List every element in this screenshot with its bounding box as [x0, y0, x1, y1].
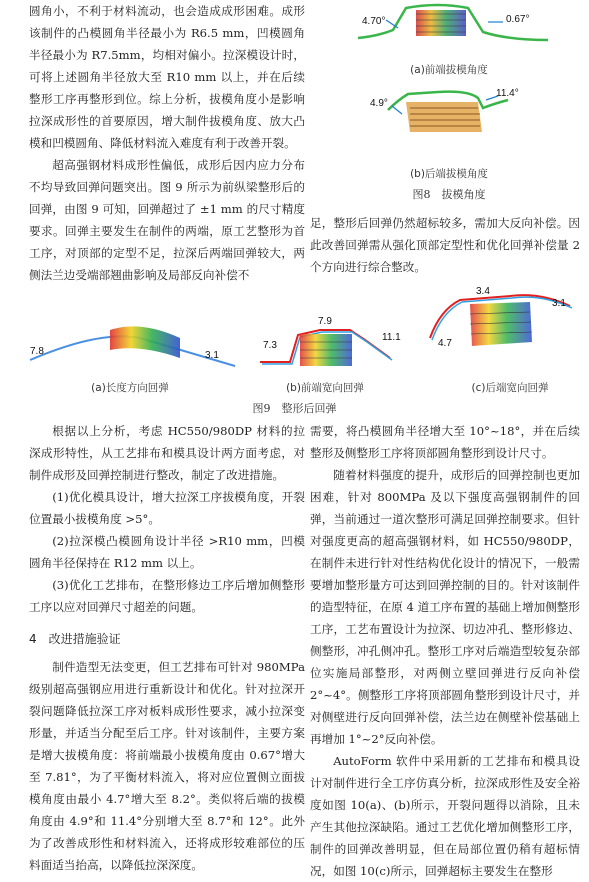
- section-heading: 4 改进措施验证: [29, 632, 121, 646]
- list-item: (3)优化工艺排布，在整形修边工序后增加侧整形工序以应对回弹尺寸超差的问题。: [29, 578, 305, 614]
- paragraph: 需要，将凸模圆角半径增大至 10°~18°，并在后续整形及侧整形工序将顶部圆角整形到设计尺寸。: [310, 424, 580, 460]
- right-column-bottom: [310, 420, 580, 882]
- fig9c-right-value: 3.1: [552, 298, 566, 309]
- figure-9a-image: [20, 290, 240, 380]
- fig8a-caption: (a)前端拔模角度: [410, 64, 488, 76]
- paragraph: 超高强钢材料成形性偏低，成形后因内应力分布不均导致回弹问题突出。图 9 所示为前纵梁整形后的回弹，由图 9 可知，回弹超过了 ±1 mm 的尺寸精度要求。回弹主要发生在制件的两端，原工艺整形为首工序，对顶部的定型不足，拉深后两端回弹较大，两侧法兰边受端部翘曲影响及局部反向补偿不: [29, 158, 305, 282]
- figure-9c-image: [420, 280, 580, 370]
- fig9c-left-value: 4.7: [438, 338, 452, 349]
- fig8b-left-angle: 4.9°: [370, 98, 388, 109]
- fig8b-caption: (b)后端拔模角度: [410, 168, 488, 180]
- fig9-title: 图9 整形后回弹: [252, 402, 337, 415]
- figure-9: [0, 280, 589, 420]
- left-column-top: [29, 0, 305, 286]
- fig9b-top-value: 7.9: [318, 316, 332, 327]
- fig9b-left-value: 7.3: [263, 340, 277, 351]
- fig8a-right-angle: 0.67°: [506, 14, 530, 25]
- figure-8: [318, 0, 580, 205]
- fig9a-left-value: 7.8: [30, 346, 44, 357]
- paragraph: 足，整形后回弹仍然超标较多，需加大反向补偿。因此改善回弹需从强化顶部定型性和优化回弹补偿量 2 个方向进行综合整改。: [310, 216, 580, 274]
- fig9b-right-value: 11.1: [382, 332, 401, 343]
- figure-8b-image: [318, 80, 580, 160]
- list-item: (2)拉深模凸模圆角设计半径 >R10 mm，凹模圆角半径保持在 R12 mm 以上。: [29, 534, 305, 570]
- right-column-top: [310, 212, 580, 278]
- paragraph: 制件造型无法变更，但工艺排布可针对 980MPa 级别超高强钢应用进行重新设计和优化。针对拉深开裂问题降低拉深工序对板料成形性要求，减小拉深变形量，并适当分配至后工序。针对该制件，主要方案是增大拔模角度：将前端最小拔模角度由 0.67°增大至 7.81°，为了平衡材料流入，将对应位置侧立面拔模角度由最小 4.7°增大至 8.2°。类似将后端的拔模角度由 4.9°和 11.4°分别增大至 8.7°和 12°。此外为了改善成形性和材料流入，还将成形较难部位的压料面适当抬高，以降低拉深深度。: [29, 660, 305, 872]
- paragraph: 根据以上分析，考虑 HC550/980DP 材料的拉深成形特性，从工艺排布和模具设计两方面考虑，对制件成形及回弹控制进行整改，制定了改进措施。: [29, 424, 305, 482]
- list-item: (1)优化模具设计，增大拉深工序拔模角度，开裂位置最小拔模角度 >5°。: [29, 490, 305, 526]
- fig9c-caption: (c)后端宽向回弹: [471, 382, 549, 394]
- fig9b-caption: (b)前端宽向回弹: [286, 382, 364, 394]
- figure-9b-image: [250, 290, 400, 380]
- fig8-title: 图8 拔模角度: [412, 188, 486, 201]
- fig9c-top-value: 3.4: [476, 286, 490, 297]
- paragraph: 随着材料强度的提升，成形后的回弹控制也更加困难，针对 800MPa 及以下强度高强钢制件的回弹，当前通过一道次整形可满足回弹控制要求。但针对强度更高的超高强钢材料，如 HC550/980DP，在制件未进行针对性结构优化设计的情况下，一般需要增加整形量方可达到回弹控制的目的。针对该制件的造型特征，在原 4 道工序布置的基础上增加侧整形工序，工艺布置设计为拉深、切边冲孔、整形修边、侧整形，冲孔侧冲孔。整形工序对后端造型较复杂部位实施局部整形，对两侧立壁回弹进行反向补偿 2°~4°。侧整形工序将顶部圆角整形到设计尺寸，并对侧壁进行反向回弹补偿，法兰边在侧壁补偿基础上再增加 1°~2°反向补偿。: [310, 468, 580, 746]
- paragraph: AutoForm 软件中采用新的工艺排布和模具设计对制件进行全工序仿真分析，拉深成形性及安全裕度如图 10(a)、(b)所示，开裂问题得以消除，且未产生其他拉深缺陷。通过工艺优化增加侧整形工序，制件的回弹改善明显，但在局部位置仍稍有超标情况，如图 10(c)所示，回弹超标主要发生在整形: [310, 754, 580, 878]
- paragraph: 圆角小，不利于材料流动，也会造成成形困难。成形该制件的凸模圆角半径最小为 R6.5 mm，凹模圆角半径最小为 R7.5mm，均相对偏小。拉深模设计时，可将上述圆角半径放大至 R10 mm 以上，并在后续整形工序再整形到位。综上分析，拔模角度小是影响拉深成形性的首要原因，增大制件拔模角度、放大凸模和凹模圆角、降低材料流入难度有利于改善开裂。: [29, 4, 305, 150]
- left-column-bottom: [29, 420, 305, 876]
- fig8b-right-angle: 11.4°: [496, 88, 519, 99]
- fig9a-caption: (a)长度方向回弹: [91, 382, 169, 394]
- fig9a-right-value: 3.1: [205, 350, 219, 361]
- fig8a-left-angle: 4.70°: [362, 16, 386, 27]
